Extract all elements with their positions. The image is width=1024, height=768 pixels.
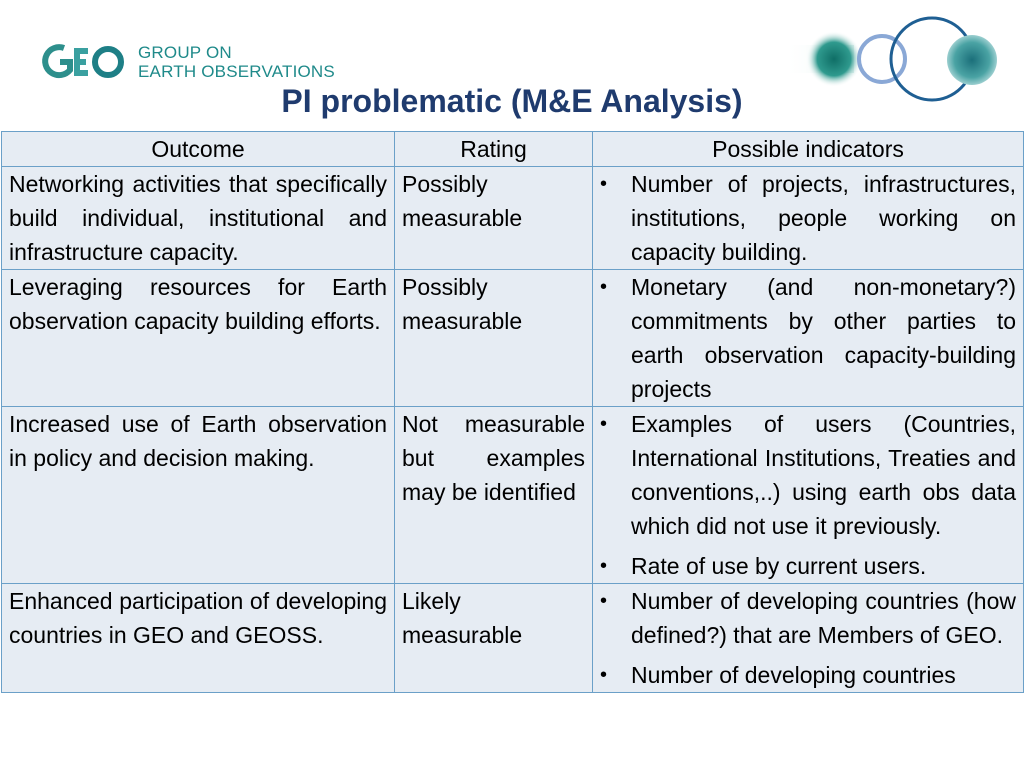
table-row bbox=[2, 167, 1024, 270]
indicator-item: • Examples of users (Countries, International Institutions, Treaties and conventions,..) using earth obs data which did not use it previously. bbox=[593, 407, 1016, 543]
bullet-icon: • bbox=[600, 413, 608, 435]
indicators-cell bbox=[593, 167, 1024, 270]
logo-line-2: EARTH OBSERVATIONS bbox=[138, 62, 335, 81]
table-row bbox=[2, 270, 1024, 407]
indicator-item: • Number of developing countries (how defined?) that are Members of GEO. bbox=[593, 584, 1016, 652]
indicator-item: • Rate of use by current users. bbox=[593, 549, 1016, 583]
rating-cell: Not measurable but examples may be identified bbox=[395, 407, 593, 584]
bullet-icon: • bbox=[600, 664, 608, 686]
outcome-cell: Increased use of Earth observation in policy and decision making. bbox=[2, 407, 395, 584]
indicator-item: • Number of developing countries bbox=[593, 658, 1016, 692]
bullet-icon: • bbox=[600, 555, 608, 577]
page-title: PI problematic (M&E Analysis) bbox=[281, 83, 743, 119]
bullet-icon: • bbox=[600, 173, 608, 195]
geo-logo bbox=[40, 40, 335, 84]
indicator-item: • Number of projects, infrastructures, institutions, people working on capacity building. bbox=[593, 167, 1016, 269]
rating-cell: Possibly measurable bbox=[395, 167, 593, 270]
header-rating: Rating bbox=[395, 132, 593, 167]
table-row bbox=[2, 407, 1024, 584]
indicators-cell bbox=[593, 270, 1024, 407]
outcome-cell: Leveraging resources for Earth observation capacity building efforts. bbox=[2, 270, 395, 407]
bullet-icon: • bbox=[600, 276, 608, 298]
table-header-row bbox=[2, 132, 1024, 167]
outcome-cell: Enhanced participation of developing countries in GEO and GEOSS. bbox=[2, 584, 395, 693]
indicator-item: • Monetary (and non-monetary?) commitments by other parties to earth observation capacity-building projects bbox=[593, 270, 1016, 406]
geo-logo-mark-icon bbox=[40, 40, 128, 84]
rating-cell: Possibly measurable bbox=[395, 270, 593, 407]
logo-line-1: GROUP ON bbox=[138, 43, 232, 62]
indicators-table bbox=[1, 131, 1024, 693]
table-row bbox=[2, 584, 1024, 693]
logo-text bbox=[138, 43, 335, 81]
header-outcome: Outcome bbox=[2, 132, 395, 167]
indicators-cell bbox=[593, 407, 1024, 584]
outcome-cell: Networking activities that specifically build individual, institutional and infrastructure capacity. bbox=[2, 167, 395, 270]
indicators-cell bbox=[593, 584, 1024, 693]
rating-cell: Likely measurable bbox=[395, 584, 593, 693]
header-possible-indicators: Possible indicators bbox=[593, 132, 1024, 167]
bullet-icon: • bbox=[600, 590, 608, 612]
